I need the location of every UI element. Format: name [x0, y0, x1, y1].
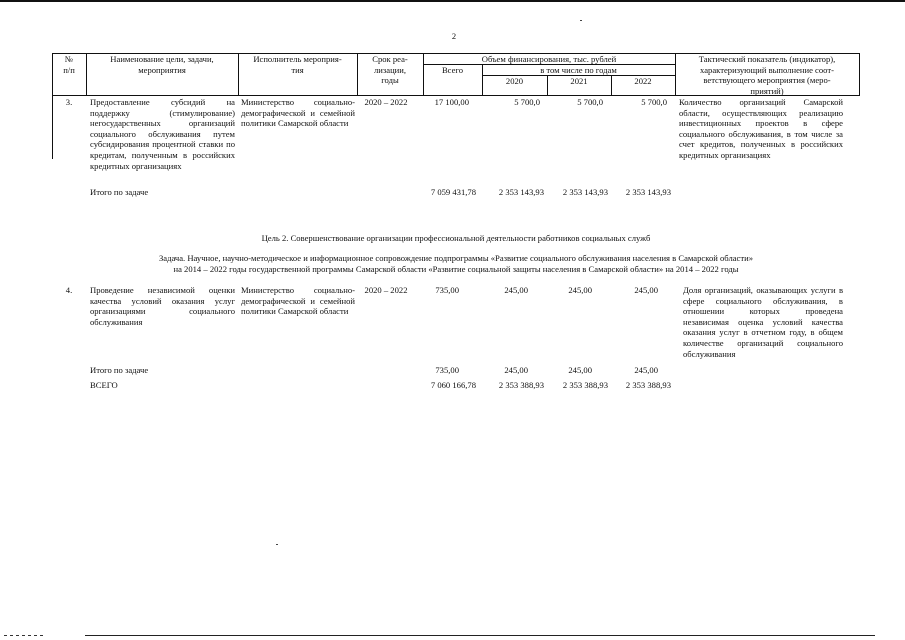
row4-executor: Министерство социально-демографической и семейной политики Самарской области: [241, 285, 355, 317]
row3-indicator: Количество организаций Самарской области, осуществляющих реализацию инвестиционных проектов в сфере социального обслуживания, в том числе за счет кредитов, полученных в российских кредитных организациях: [679, 97, 843, 160]
row4-2022: 245,00: [634, 285, 658, 295]
header-2020: 2020: [505, 76, 524, 86]
grand-total-2021: 2 353 388,93: [562, 380, 608, 390]
header-finance: Объем финансирования, тыс. рублей: [481, 54, 617, 64]
task2-total-2022: 245,00: [634, 365, 658, 375]
task1-total-2021: 2 353 143,93: [562, 187, 608, 197]
task2-total-2021: 245,00: [568, 365, 592, 375]
task1-total-sum: 7 059 431,78: [430, 187, 476, 197]
grand-total-2020: 2 353 388,93: [498, 380, 544, 390]
task1-total-label: Итого по задаче: [90, 187, 149, 197]
task2-total-label: Итого по задаче: [90, 365, 149, 375]
row3-name: Предоставление субсидий на поддержку (стимулирование) негосударственных организаций социального обслуживания путем субсидирования процентной ставки по кредитам, полученным в российских кредитных организациях: [90, 97, 235, 171]
row4-period: 2020 – 2022: [364, 285, 408, 295]
task2-total-2020: 245,00: [504, 365, 528, 375]
row3-total: 17 100,00: [434, 97, 469, 107]
header-num: № п/п: [63, 54, 75, 75]
scan-speck: [276, 544, 278, 545]
bottom-left-mark: [4, 635, 44, 636]
task2-total-sum: 735,00: [435, 365, 459, 375]
row4-name: Проведение независимой оценки качества условий оказания услуг организациями социального обслуживания: [90, 285, 235, 327]
row3-num: 3.: [65, 97, 73, 107]
row4-2021: 245,00: [568, 285, 592, 295]
header-indicator: Тактический показатель (индикатор), характеризующий выполнение соот- ветствующего мероприятия (меро- приятий): [698, 54, 836, 96]
row3-2022: 5 700,0: [641, 97, 667, 107]
grand-total-label: ВСЕГО: [90, 380, 118, 390]
header-2021: 2021: [570, 76, 588, 86]
col-line: [859, 53, 860, 95]
header-total: Всего: [441, 65, 464, 75]
task2-line1: Задача. Научное, научно-методическое и информационное сопровождение подпрограммы «Развитие социального обслуживания населения в Самарской области»: [158, 253, 754, 263]
grand-total-sum: 7 060 166,78: [430, 380, 476, 390]
header-executor: Исполнитель мероприя- тия: [253, 54, 342, 75]
header-2022: 2022: [634, 76, 652, 86]
task2-line2: на 2014 – 2022 годы государственной программы Самарской области «Развитие социальной защиты населения в Самарской области» на 2014 – 2022 годы: [173, 264, 739, 274]
row3-2021: 5 700,0: [577, 97, 603, 107]
row4-total: 735,00: [435, 285, 459, 295]
row3-executor: Министерство социально-демографической и семейной политики Самарской области: [241, 97, 355, 129]
header-name: Наименование цели, задачи, мероприятия: [110, 54, 214, 75]
top-border: [0, 0, 905, 2]
row3-2020: 5 700,0: [514, 97, 540, 107]
row4-2020: 245,00: [504, 285, 528, 295]
row3-period: 2020 – 2022: [364, 97, 408, 107]
task1-total-2020: 2 353 143,93: [498, 187, 544, 197]
bottom-edge-line: [85, 635, 875, 636]
goal2-title: Цель 2. Совершенствование организации профессиональной деятельности работников социальных служб: [261, 233, 651, 243]
row4-num: 4.: [65, 285, 73, 295]
grand-total-2022: 2 353 388,93: [625, 380, 671, 390]
header-by-years: в том числе по годам: [540, 65, 617, 75]
task1-total-2022: 2 353 143,93: [625, 187, 671, 197]
row4-indicator: Доля организаций, оказывающих услуги в сфере социального обслуживания, в отношении которых проведена независимая оценка условий качества оказания услуг в отчетном году, в общем количестве организаций социального обслуживания: [683, 285, 843, 359]
scan-speck: [580, 20, 582, 21]
page-number: 2: [451, 31, 457, 41]
header-period: Срок реа- лизации, годы: [372, 54, 408, 86]
